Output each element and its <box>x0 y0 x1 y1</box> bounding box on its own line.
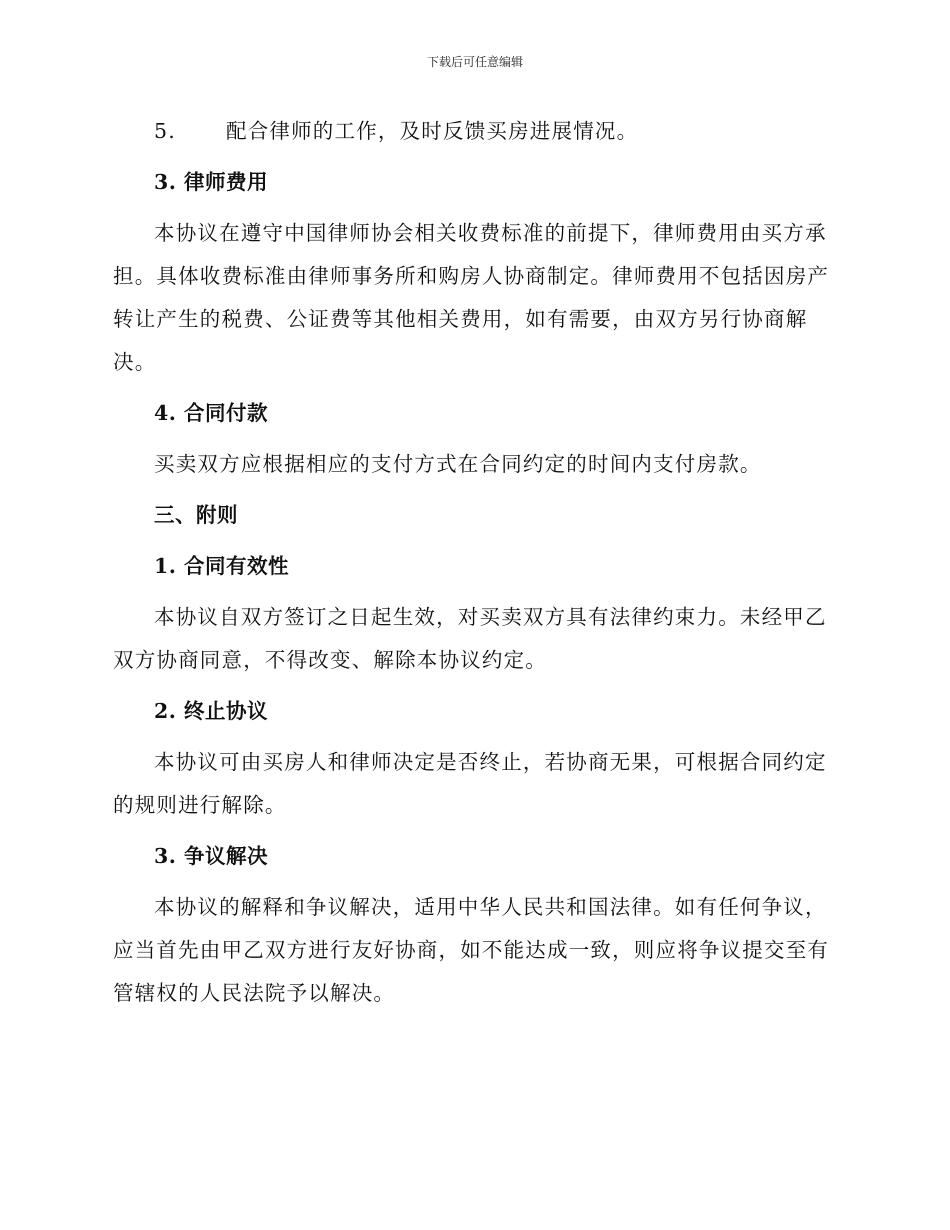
paragraph-contract-payment: 买卖双方应根据相应的支付方式在合同约定的时间内支付房款。 <box>154 452 762 476</box>
section-heading-contract-validity: 1. 合同有效性 <box>154 554 290 578</box>
part-heading-supplementary: 三、附则 <box>154 503 238 527</box>
list-item-text: 配合律师的工作，及时反馈买房进展情况。 <box>226 119 639 143</box>
section-heading-termination: 2. 终止协议 <box>154 699 269 723</box>
list-item-5 <box>113 110 833 153</box>
section-heading-dispute-resolution: 3. 争议解决 <box>154 844 269 868</box>
paragraph-dispute-resolution: 本协议的解释和争议解决，适用中华人民共和国法律。如有任何争议，应当首先由甲乙双方进行友好协商，如不能达成一致，则应将争议提交至有管辖权的人民法院予以解决。 <box>113 895 830 1005</box>
page-header: 下载后可任意编辑 <box>426 55 523 69</box>
list-item-number: 5. <box>154 119 176 143</box>
paragraph-contract-validity: 本协议自双方签订之日起生效，对买卖双方具有法律约束力。未经甲乙双方协商同意，不得改变、解除本协议约定。 <box>113 605 827 672</box>
section-heading-lawyer-fees: 3. 律师费用 <box>154 170 269 194</box>
paragraph-lawyer-fees: 本协议在遵守中国律师协会相关收费标准的前提下，律师费用由买方承担。具体收费标准由律师事务所和购房人协商制定。律师费用不包括因房产转让产生的税费、公证费等其他相关费用，如有需要，由双方另行协商解决。 <box>113 221 830 374</box>
document-body <box>113 110 833 1023</box>
section-heading-contract-payment: 4. 合同付款 <box>154 401 269 425</box>
paragraph-termination: 本协议可由买房人和律师决定是否终止，若协商无果，可根据合同约定的规则进行解除。 <box>113 750 827 817</box>
